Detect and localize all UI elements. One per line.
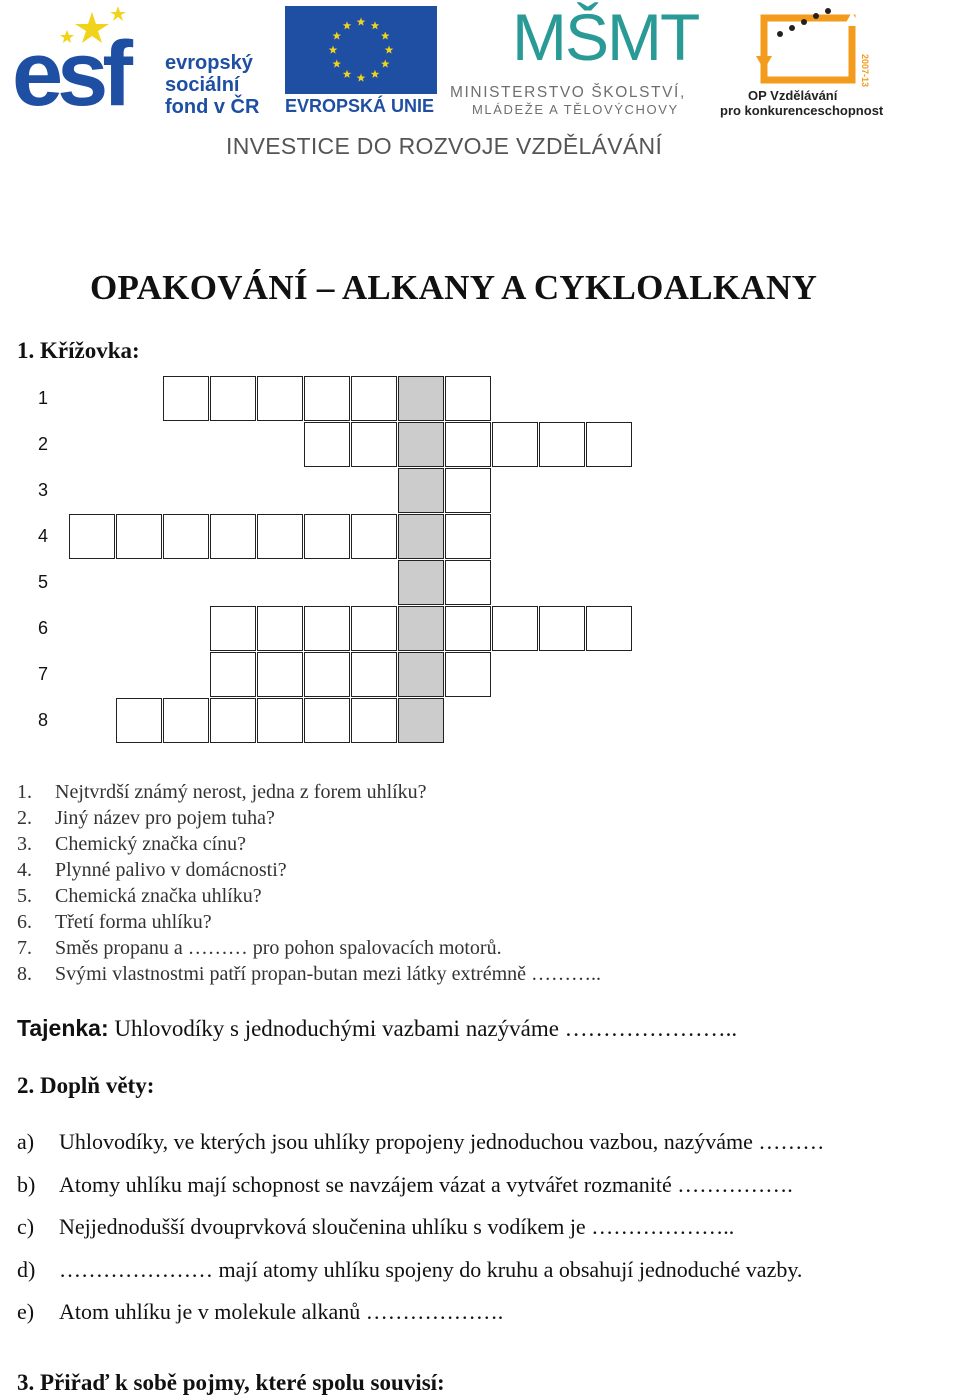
crossword-row-number: 7: [38, 664, 49, 684]
clue-number: 6.: [17, 911, 32, 933]
eu-star-icon: [385, 46, 394, 54]
sentence-text: Atom uhlíku je v molekule alkanů ……………….: [59, 1299, 504, 1324]
msmt-text-line: MLÁDEŽE A TĚLOVÝCHOVY: [472, 102, 679, 117]
section-3-heading: 3. Přiřaď k sobě pojmy, které spolu souvisí:: [17, 1370, 445, 1395]
crossword-cell[interactable]: [210, 698, 256, 743]
crossword-key-cell[interactable]: [398, 376, 444, 421]
msmt-logo: [450, 0, 712, 118]
eu-star-icon: [343, 21, 352, 29]
eu-star-icon: [329, 46, 338, 54]
crossword-cell[interactable]: [257, 698, 303, 743]
crossword-cell[interactable]: [257, 376, 303, 421]
sentence-item: [17, 1172, 793, 1198]
crossword-row-number: 1: [38, 388, 49, 408]
sentence-item: [17, 1214, 734, 1240]
crossword-cell[interactable]: [586, 422, 632, 467]
tajenka-line: [17, 1015, 737, 1042]
crossword-cell[interactable]: [445, 468, 491, 513]
crossword-cell[interactable]: [445, 422, 491, 467]
eu-star-icon: [333, 32, 342, 40]
clue-text: Směs propanu a ……… pro pohon spalovacích motorů.: [55, 937, 502, 959]
clue-number: 5.: [17, 885, 32, 907]
clue-number: 7.: [17, 937, 32, 959]
crossword-cell[interactable]: [69, 514, 115, 559]
crossword-cell[interactable]: [163, 376, 209, 421]
sentence-text: Nejjednodušší dvouprvková sloučenina uhlíku s vodíkem je ………………..: [59, 1214, 735, 1239]
sentence-text: Uhlovodíky, ve kterých jsou uhlíky propojeny jednoduchou vazbou, nazýváme ………: [59, 1129, 825, 1154]
clue-item: [17, 833, 246, 856]
crossword-cell[interactable]: [586, 606, 632, 651]
crossword-row-number: 3: [38, 480, 49, 500]
op-years: 2007-13: [860, 54, 870, 88]
op-text: [720, 88, 900, 118]
crossword-key-cell[interactable]: [398, 606, 444, 651]
op-logo: [720, 4, 900, 118]
crossword-cell[interactable]: [257, 606, 303, 651]
page-title: OPAKOVÁNÍ – ALKANY A CYKLOALKANY: [90, 268, 818, 307]
op-text-line: OP Vzdělávání: [748, 88, 838, 103]
sentence-item: [17, 1257, 802, 1283]
eu-logo: [285, 6, 440, 118]
crossword-key-cell[interactable]: [398, 514, 444, 559]
crossword-cell[interactable]: [445, 376, 491, 421]
op-arrow-icon: [720, 4, 900, 88]
crossword-cell[interactable]: [163, 698, 209, 743]
clue-item: [17, 963, 601, 986]
tajenka-text: Uhlovodíky s jednoduchými vazbami nazýváme …………………..: [114, 1016, 738, 1041]
clue-text: Plynné palivo v domácnosti?: [55, 859, 287, 881]
eu-star-icon: [371, 21, 380, 29]
esf-text-line: evropský: [165, 52, 253, 74]
crossword-key-cell[interactable]: [398, 652, 444, 697]
crossword-cell[interactable]: [257, 514, 303, 559]
crossword-key-cell[interactable]: [398, 468, 444, 513]
crossword-cell[interactable]: [445, 560, 491, 605]
sentence-text: ………………… mají atomy uhlíku spojeny do kruhu a obsahují jednoduché vazby.: [59, 1257, 803, 1282]
eu-star-icon: [343, 70, 352, 78]
crossword-cell[interactable]: [492, 422, 538, 467]
sentence-item: [17, 1299, 503, 1325]
sentence-letter: c): [17, 1214, 35, 1239]
investice-tagline: INVESTICE DO ROZVOJE VZDĚLÁVÁNÍ: [226, 133, 663, 159]
sentence-item: [17, 1129, 824, 1155]
crossword-key-cell[interactable]: [398, 560, 444, 605]
esf-text-line: sociální: [165, 74, 240, 96]
esf-text-line: fond v ČR: [165, 96, 260, 118]
sentence-text: Atomy uhlíku mají schopnost se navzájem vázat a vytvářet rozmanité …………….: [59, 1172, 793, 1197]
eu-star-icon: [381, 32, 390, 40]
crossword-row-number: 2: [38, 434, 49, 454]
op-text-line: pro konkurenceschopnost: [720, 103, 884, 118]
crossword-cell[interactable]: [539, 606, 585, 651]
crossword-cell[interactable]: [445, 652, 491, 697]
clue-text: Svými vlastnostmi patří propan-butan mezi látky extrémně ………..: [55, 963, 602, 985]
crossword-cell[interactable]: [351, 606, 397, 651]
crossword-row-number: 8: [38, 710, 49, 730]
eu-star-icon: [357, 74, 366, 82]
esf-letters: esf: [12, 23, 127, 125]
clue-text: Chemický značka cínu?: [55, 833, 247, 855]
crossword-key-cell[interactable]: [398, 698, 444, 743]
crossword-row-number: 4: [38, 526, 49, 546]
crossword-cell[interactable]: [304, 652, 350, 697]
crossword-cell[interactable]: [257, 652, 303, 697]
clue-text: Chemická značka uhlíku?: [55, 885, 262, 907]
clue-number: 1.: [17, 781, 32, 803]
crossword-row-number: 5: [38, 572, 49, 592]
esf-logo: [12, 6, 274, 125]
crossword-cell[interactable]: [539, 422, 585, 467]
crossword-cell[interactable]: [163, 514, 209, 559]
crossword-cell[interactable]: [304, 606, 350, 651]
crossword-cell[interactable]: [116, 698, 162, 743]
crossword-cell[interactable]: [210, 652, 256, 697]
eu-star-icon: [333, 60, 342, 68]
clue-item: [17, 859, 287, 882]
crossword-cell[interactable]: [210, 606, 256, 651]
esf-text: [165, 52, 259, 118]
crossword-row-number: 6: [38, 618, 49, 638]
crossword-cell[interactable]: [304, 514, 350, 559]
clue-item: [17, 807, 275, 830]
clue-item: [17, 911, 212, 934]
crossword-cell[interactable]: [304, 376, 350, 421]
clue-text: Nejtvrdší známý nerost, jedna z forem uhlíku?: [55, 781, 427, 803]
tajenka-label: Tajenka:: [17, 1015, 109, 1041]
clue-number: 8.: [17, 963, 32, 985]
section-2-heading: 2. Doplň věty:: [17, 1073, 155, 1098]
sentence-letter: d): [17, 1257, 36, 1282]
clue-number: 4.: [17, 859, 32, 881]
clue-text: Jiný název pro pojem tuha?: [55, 807, 275, 829]
crossword-cell[interactable]: [445, 514, 491, 559]
crossword-cell[interactable]: [304, 698, 350, 743]
eu-star-icon: [357, 18, 366, 26]
clue-number: 3.: [17, 833, 32, 855]
clue-item: [17, 937, 502, 960]
sentence-letter: e): [17, 1299, 35, 1324]
crossword-cell[interactable]: [445, 606, 491, 651]
clue-text: Třetí forma uhlíku?: [55, 911, 212, 933]
eu-star-icon: [381, 60, 390, 68]
msmt-text-line: MINISTERSTVO ŠKOLSTVÍ,: [450, 84, 686, 101]
crossword-cell[interactable]: [304, 422, 350, 467]
crossword-cell[interactable]: [492, 606, 538, 651]
clue-item: [17, 885, 262, 908]
crossword-cell[interactable]: [351, 422, 397, 467]
section-1-heading: 1. Křížovka:: [17, 338, 140, 363]
crossword-key-cell[interactable]: [398, 422, 444, 467]
clue-number: 2.: [17, 807, 32, 829]
eu-text: EVROPSKÁ UNIE: [285, 96, 435, 116]
crossword-cell[interactable]: [351, 698, 397, 743]
crossword-cell[interactable]: [351, 652, 397, 697]
sentence-letter: a): [17, 1129, 35, 1154]
crossword-cell[interactable]: [351, 376, 397, 421]
clue-item: [17, 781, 427, 804]
crossword-cell[interactable]: [116, 514, 162, 559]
msmt-mark: MŠMT: [512, 0, 699, 74]
crossword-cell[interactable]: [351, 514, 397, 559]
sentence-letter: b): [17, 1172, 36, 1197]
crossword-cell[interactable]: [210, 376, 256, 421]
crossword-cell[interactable]: [210, 514, 256, 559]
eu-flag-icon: [285, 6, 437, 94]
eu-star-icon: [371, 70, 380, 78]
